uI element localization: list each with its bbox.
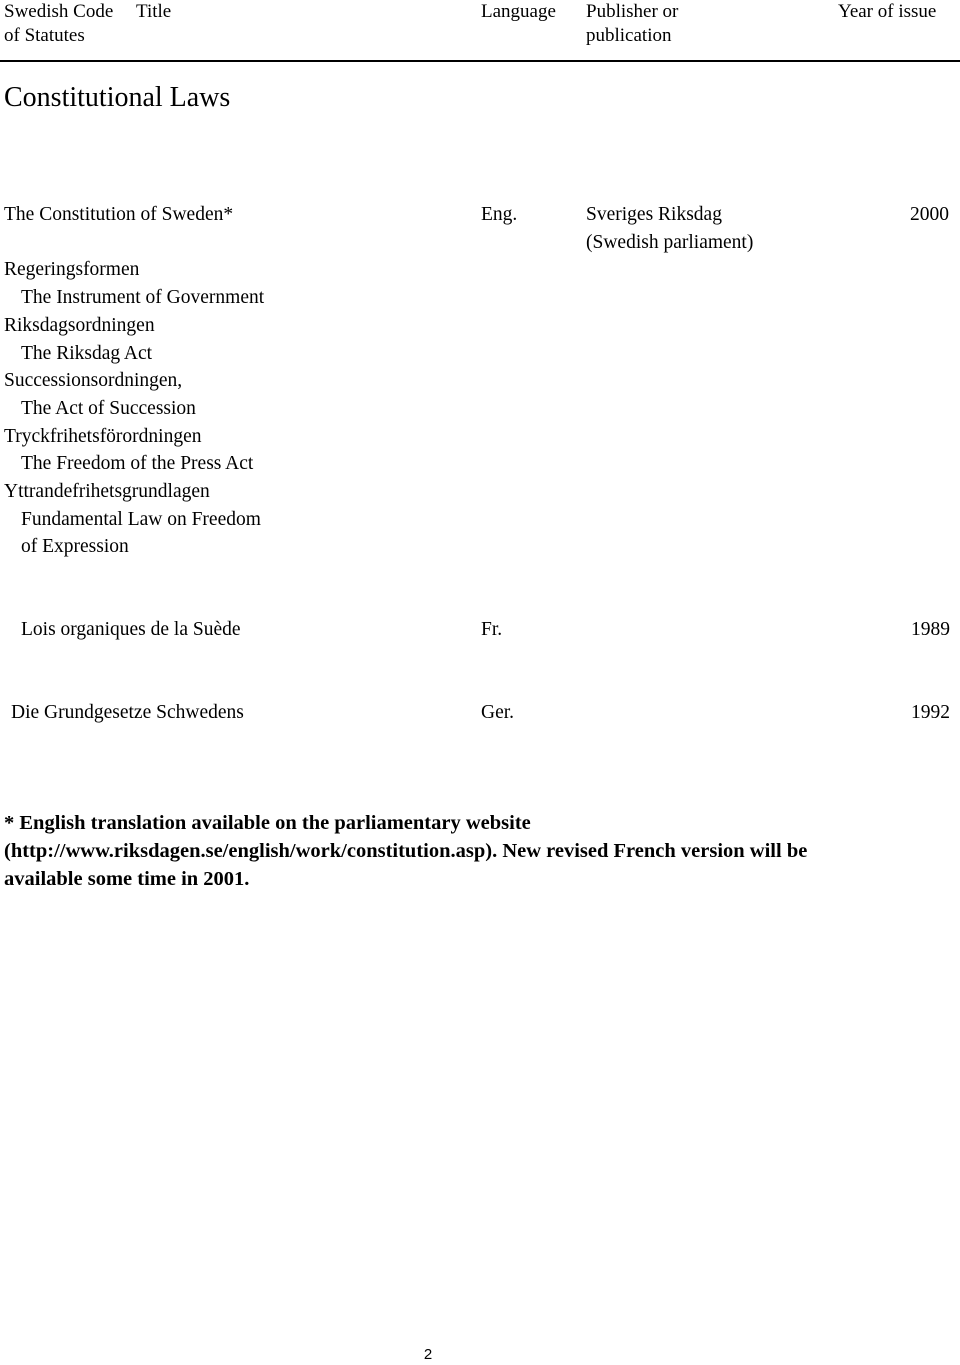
publisher-line: (Swedish parliament) — [586, 231, 754, 253]
entry-title-line: Successionsordningen, — [4, 370, 183, 392]
header-col-code-line-2: of Statutes — [4, 25, 85, 46]
header-col-code-line-1: Swedish Code — [4, 1, 114, 22]
entry-title-line: of Expression — [21, 536, 129, 558]
entry-title-line: The Instrument of Government — [21, 287, 265, 309]
publisher-line: Sveriges Riksdag — [586, 204, 722, 225]
header-col-publisher — [586, 0, 678, 48]
header-col-title: Title — [136, 1, 172, 22]
entry-title-line — [4, 229, 264, 257]
entry-title-line: The Constitution of Sweden* — [4, 204, 234, 225]
footnote-line: * English translation available on the parliamentary website — [4, 812, 531, 834]
entry-title-line: The Riksdag Act — [21, 342, 153, 364]
entry-french-year: 1989 — [911, 619, 950, 640]
entry-title-line: Fundamental Law on Freedom — [21, 508, 261, 530]
entry-german-title: Die Grundgesetze Schwedens — [11, 702, 244, 723]
entry-german-year: 1992 — [911, 702, 950, 723]
entry-title-line: Tryckfrihetsförordningen — [4, 425, 202, 447]
entry-french-title: Lois organiques de la Suède — [21, 619, 241, 640]
entry-title-line: Yttrandefrihetsgrundlagen — [4, 481, 210, 503]
header-col-code — [4, 0, 113, 48]
header-col-year: Year of issue — [838, 1, 937, 22]
entry-french-language: Fr. — [481, 619, 503, 640]
footnote-line: available some time in 2001. — [4, 868, 250, 890]
entry-german-language: Ger. — [481, 702, 515, 723]
entry-constitution-title — [4, 201, 264, 561]
entry-constitution-language: Eng. — [481, 204, 518, 225]
entry-constitution-year: 2000 — [910, 204, 949, 225]
header-col-publisher-line-1: Publisher or — [586, 1, 679, 22]
entry-title-line: The Act of Succession — [21, 397, 196, 419]
footnote — [4, 809, 944, 893]
entry-title-line: Riksdagsordningen — [4, 314, 155, 336]
page-number: 2 — [423, 1346, 433, 1363]
section-title: Constitutional Laws — [4, 82, 231, 113]
header-rule — [0, 60, 960, 62]
header-col-publisher-line-2: publication — [586, 25, 672, 46]
entry-title-line: The Freedom of the Press Act — [21, 453, 254, 475]
entry-constitution-publisher — [586, 201, 753, 256]
header-col-language: Language — [481, 1, 556, 22]
footnote-line: (http://www.riksdagen.se/english/work/constitution.asp). New revised French version will be — [4, 840, 808, 862]
entry-title-line: Regeringsformen — [4, 259, 140, 281]
